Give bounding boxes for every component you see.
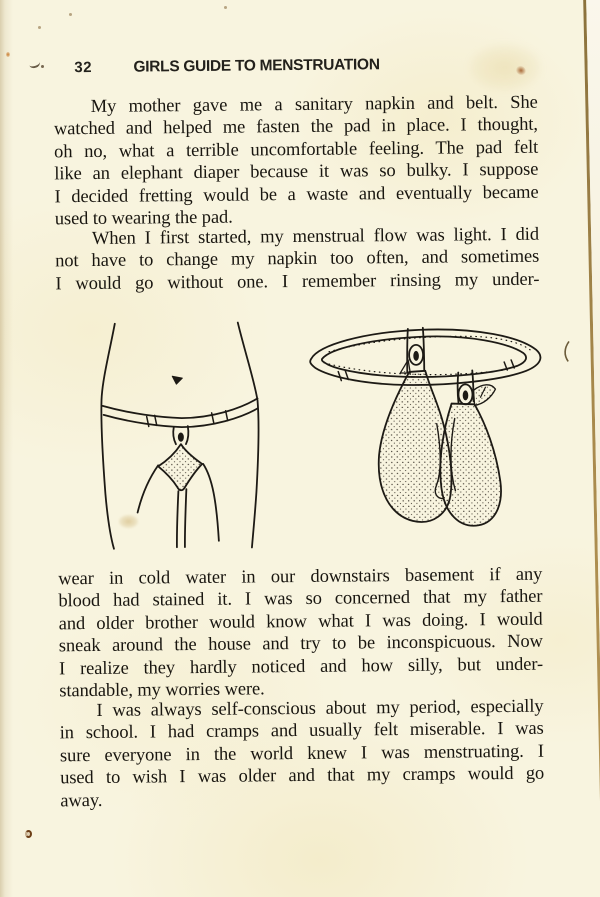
text-line: blood had stained it. I was so concerned that my father <box>58 587 543 612</box>
text-line: sneak around the house and try to be inconspicuous. Now <box>58 631 543 657</box>
text-line: My mother gave me a sanitary napkin and belt. She <box>90 92 538 117</box>
text-line: I decided fretting would be a waste and eventually became <box>54 182 539 207</box>
stain <box>25 830 32 838</box>
speck <box>69 13 72 16</box>
page-number: 32 <box>74 58 93 77</box>
text-line: watched and helped me fasten the pad in place. I thought, <box>53 115 538 140</box>
text-line: used to wish I was older and that my cramps would go <box>60 763 545 789</box>
text-line: not have to change my napkin too often, and sometimes <box>55 247 540 272</box>
text-line: away. <box>60 790 103 811</box>
stain <box>470 45 540 90</box>
speck <box>38 26 41 29</box>
text-line: wear in cold water in our downstairs basement if any <box>58 564 543 590</box>
text-line: I was always self-conscious about my period, especially <box>96 696 544 721</box>
text-line: oh no, what a terrible uncomfortable feeling. The pad felt <box>54 137 539 163</box>
paragraph-2-continued <box>58 564 543 703</box>
paragraph-3 <box>59 696 544 813</box>
text-line: and older brother would know what I was doing. I would <box>58 609 543 635</box>
running-header <box>53 55 537 78</box>
text-line: like an elephant diaper because it was so bulky. I suppose <box>54 159 539 185</box>
stain <box>119 515 138 528</box>
text-line: standable, my worries were. <box>59 679 265 702</box>
belt-figure <box>310 327 542 528</box>
text-line: used to wearing the pad. <box>54 207 233 230</box>
text-line: When I first started, my menstrual flow was light. I did <box>91 224 540 249</box>
text-line: sure everyone in the world knew I was menstruating. I <box>59 741 545 767</box>
running-header-title: GIRLS GUIDE TO MENSTRUATION <box>133 56 380 76</box>
text-line: in school. I had cramps and usually felt miserable. I was <box>59 719 544 744</box>
stain <box>6 52 10 57</box>
text-line: I would go without one. I remember rinsing my under- <box>55 269 540 295</box>
page-gutter-edge <box>0 0 14 897</box>
text-line: I realize they hardly noticed and how silly, but under- <box>58 654 544 679</box>
paragraph-2 <box>55 224 540 296</box>
speck <box>224 6 227 9</box>
pen-mark <box>565 341 569 361</box>
paragraph-1 <box>54 92 539 231</box>
stain <box>41 65 44 68</box>
